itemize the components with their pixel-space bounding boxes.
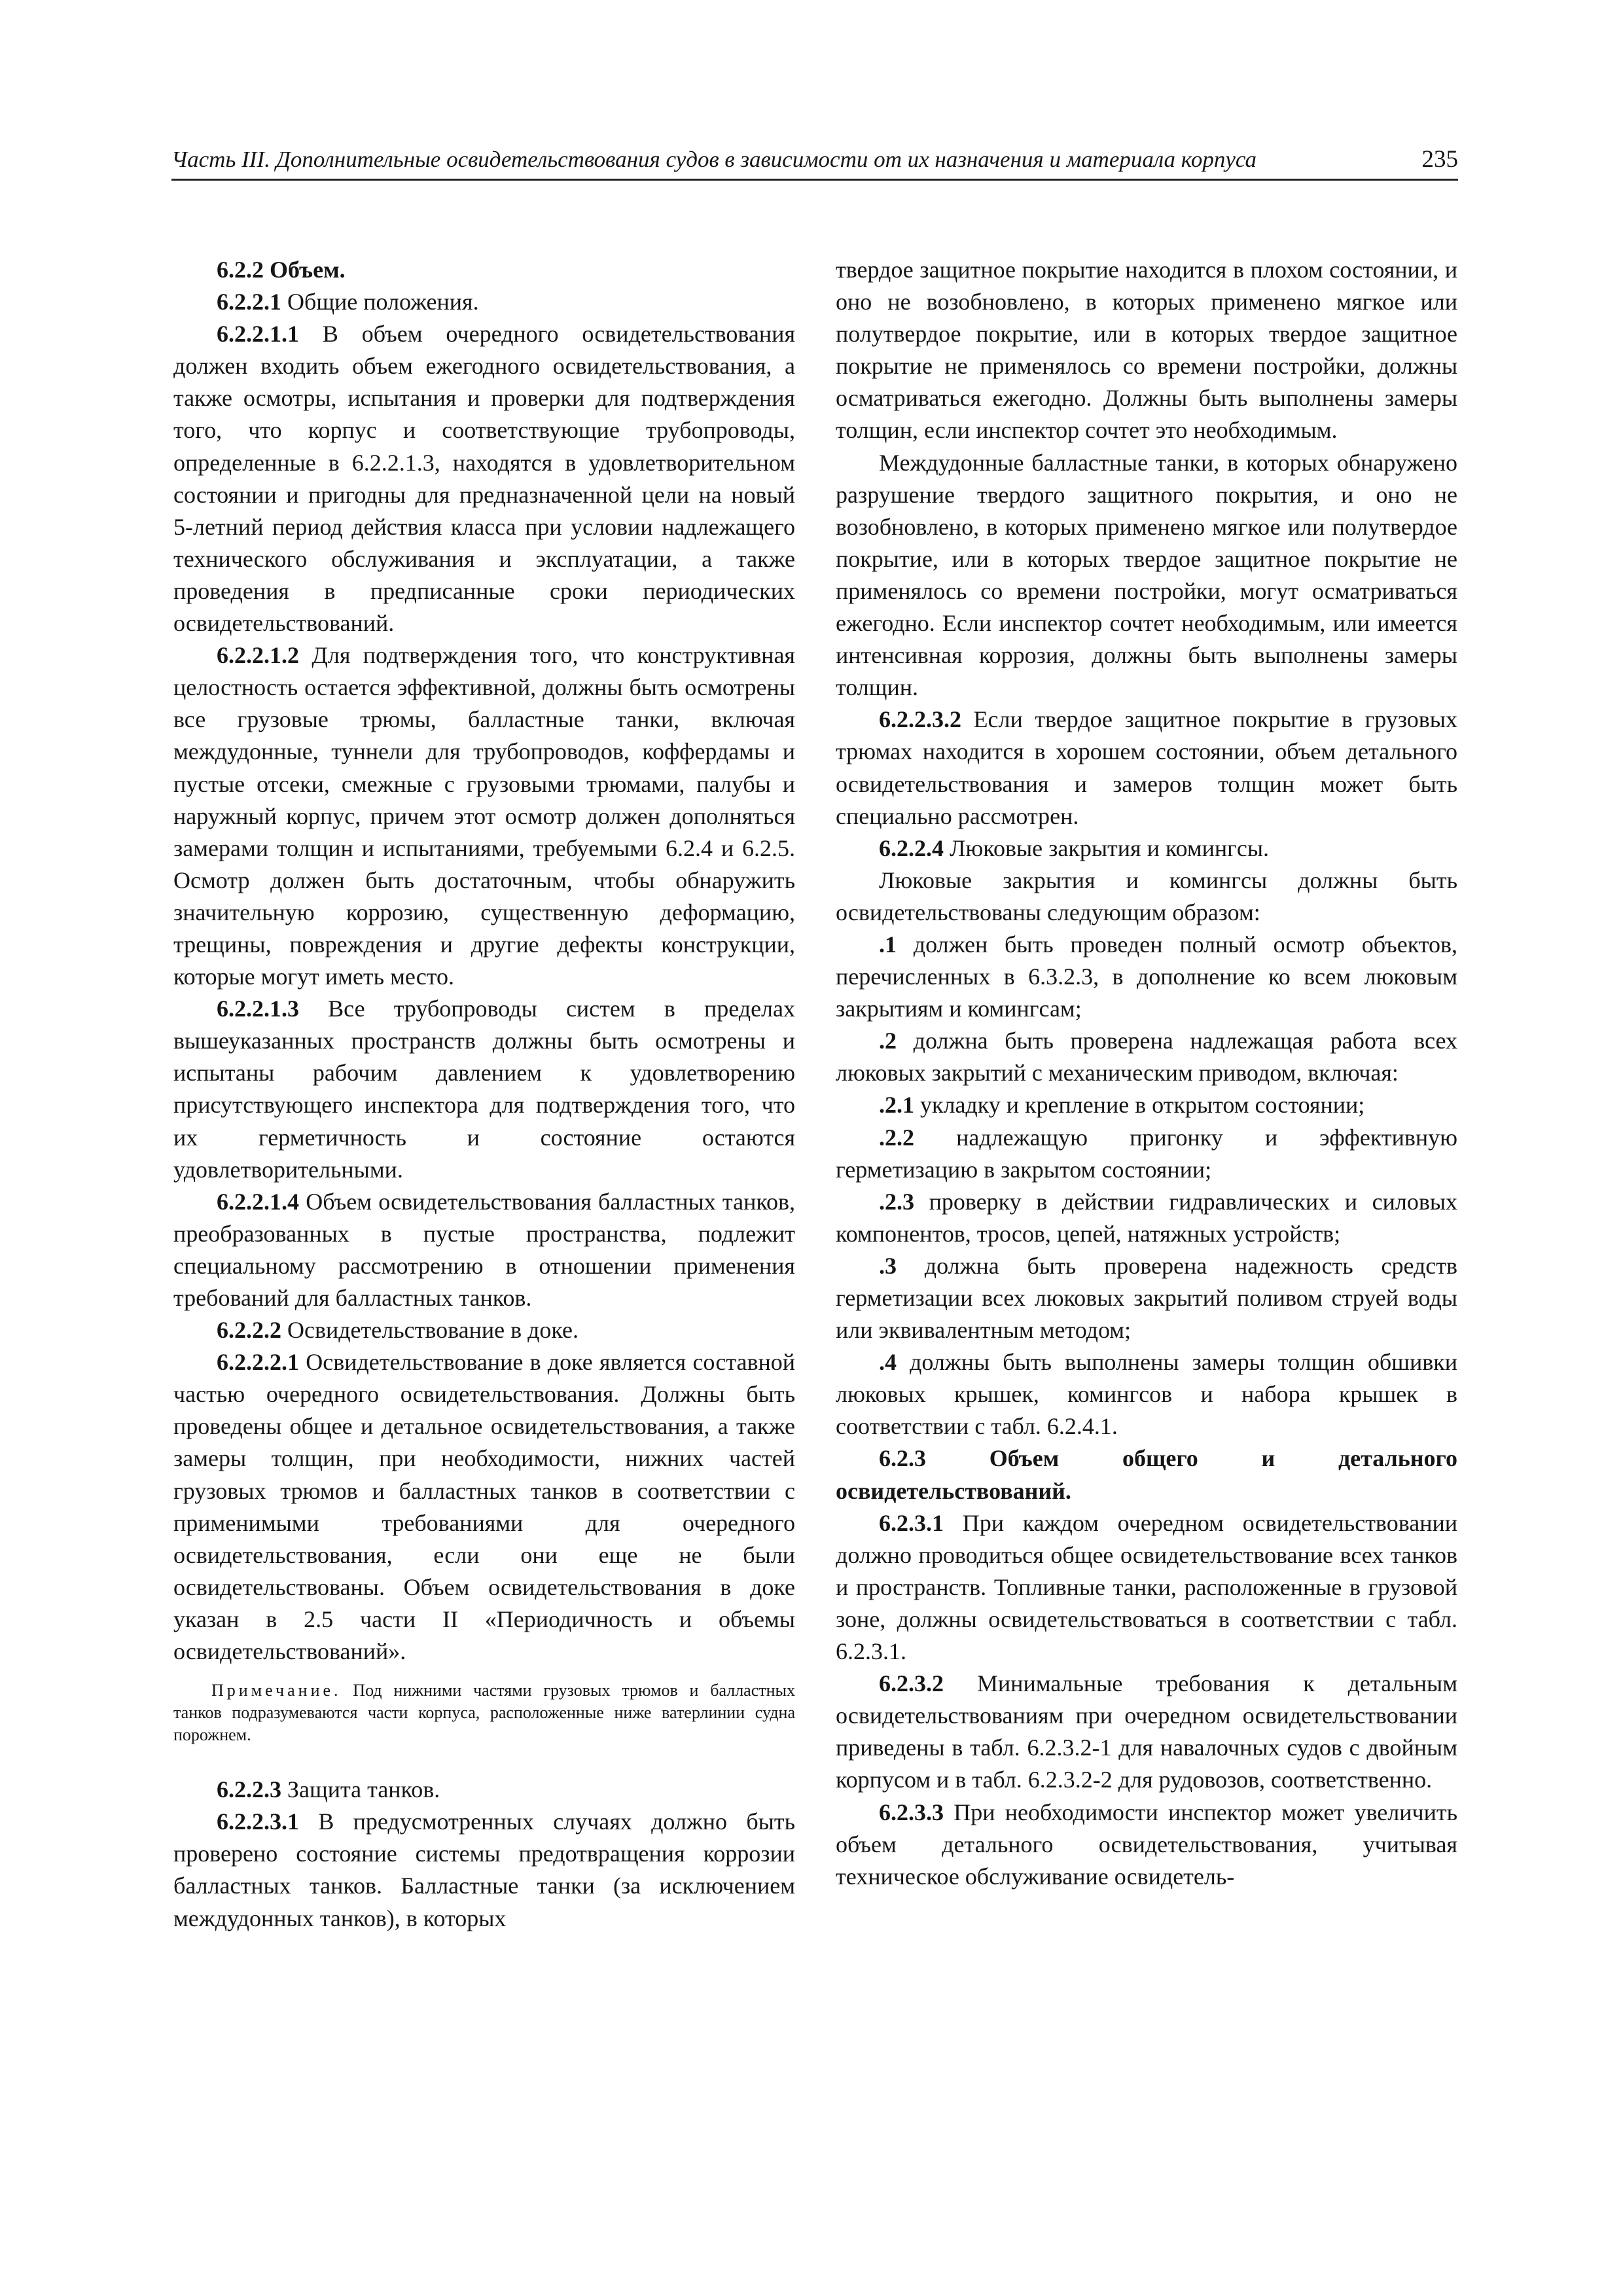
paragraph-6-2-2-4: 6.2.2.4 Люковые закрытия и комингсы. (879, 834, 1270, 861)
paragraph-number: 6.2.2.3 (217, 1776, 281, 1803)
list-item-1: .1 должен быть проведен полный осмотр объектов, перечисленных в 6.3.2.3, в дополнение ко всем люковым закрытиям и комингсам; (836, 931, 1457, 1022)
list-number: .4 (879, 1349, 897, 1376)
paragraph-number: 6.2.2.1 (217, 289, 281, 315)
note-text: Под нижними частями грузовых трюмов и балластных танков подразумеваются части корпуса, расположенные ниже ватерлинии судна порожнем. (173, 1681, 795, 1745)
list-item-2-1: .2.1 укладку и крепление в открытом состоянии; (879, 1092, 1365, 1119)
paragraph-number: 6.2.3 Объем общего и детального освидетельствований. (836, 1445, 1457, 1504)
paragraph-6-2-2-1-1: 6.2.2.1.1 В объем очередного освидетельствования должен входить объем ежегодного освидетельствования, а также осмотры, испытания и проверки для подтверждения того, что корпус и соответствующие трубопроводы, определенные в 6.2.2.1.3, находятся в удовлетворительном состоянии и пригодны для предназначенной цели на новый 5-летний период действия класса при условии надлежащего технического обслуживания и эксплуатации, а также проведения в предписанные сроки периодических освидетельствований. (173, 321, 795, 637)
list-item-3: .3 должна быть проверена надежность средств герметизации всех люковых закрытий поливом струей воды или эквивалентным методом; (836, 1252, 1457, 1344)
list-number: .1 (879, 931, 897, 958)
paragraph-number: 6.2.2.1.2 (217, 642, 299, 669)
list-number: .2.3 (879, 1188, 914, 1215)
paragraph-6-2-3-1: 6.2.3.1 При каждом очередном освидетельствовании должно проводиться общее освидетельствование всех танков и пространств. Топливные танки, расположенные в грузовой зоне, должны освидетельствоваться в соответствии с табл. 6.2.3.1. (836, 1509, 1457, 1665)
paragraph-6-2-2-1-2: 6.2.2.1.2 Для подтверждения того, что конструктивная целостность остается эффективной, должны быть осмотрены все грузовые трюмы, балластные танки, включая междудонные, туннели для трубопроводов, коффердамы и пустые отсеки, смежные с грузовыми трюмами, палубы и наружный корпус, причем этот осмотр должен дополняться замерами толщин и испытаниями, требуемыми 6.2.4 и 6.2.5. Осмотр должен быть достаточным, чтобы обнаружить значительную коррозию, существенную деформацию, трещины, повреждения и другие дефекты конструкции, которые могут иметь место. (173, 642, 795, 990)
list-number: .2 (879, 1028, 897, 1054)
paragraph-6-2-2-2-1: 6.2.2.2.1 Освидетельствование в доке является составной частью очередного освидетельствования. Должны быть проведены общее и детальное освидетельствования, а также замеры толщин, при необходимости, нижних частей грузовых трюмов и балластных танков в соответствии с применимыми требованиями для очередного освидетельствования, если они еще не были освидетельствованы. Объем освидетельствования в доке указан в 2.5 части II «Периодичность и объемы освидетельствований». (173, 1349, 795, 1665)
paragraph-number: 6.2.2.2 (217, 1317, 281, 1344)
note (173, 1679, 795, 1746)
paragraph-6-2-3-3: 6.2.3.3 При необходимости инспектор может увеличить объем детального освидетельствования, учитывая техническое обслуживание освидетель- (836, 1799, 1457, 1890)
paragraph-number: 6.2.2.4 (879, 834, 944, 861)
list-item-2-3: .2.3 проверку в действии гидравлических и силовых компонентов, тросов, цепей, натяжных устройств; (836, 1188, 1457, 1247)
paragraph-number: 6.2.3.2 (879, 1670, 944, 1697)
list-item-2: .2 должна быть проверена надлежащая работа всех люковых закрытий с механическим приводом, включая: (836, 1028, 1457, 1086)
paragraph-6-2-2-1-3: 6.2.2.1.3 Все трубопроводы систем в пределах вышеуказанных пространств должны быть осмотрены и испытаны рабочим давлением к удовлетворению присутствующего инспектора для подтверждения того, что их герметичность и состояние остаются удовлетворительными. (173, 996, 795, 1183)
paragraph-number: 6.2.2.2.1 (217, 1349, 299, 1376)
paragraph-number: 6.2.2.3.1 (217, 1808, 299, 1835)
paragraph-number: 6.2.3.1 (879, 1509, 944, 1536)
list-item-2-2: .2.2 надлежащую пригонку и эффективную герметизацию в закрытом состоянии; (836, 1124, 1457, 1183)
paragraph-hatch-intro: Люковые закрытия и комингсы должны быть освидетельствованы следующим образом: (836, 867, 1457, 925)
left-column (173, 254, 795, 1935)
paragraph-continued: твердое защитное покрытие находится в плохом состоянии, и оно не возобновлено, в которых применено мягкое или полутвердое покрытие, или в которых твердое защитное покрытие не применялось со времени постройки, должны осматриваться ежегодно. Должны быть выполнены замеры толщин, если инспектор сочтет это необходимым. (836, 257, 1457, 444)
paragraph-number: 6.2.2.3.2 (879, 706, 961, 733)
list-item-4: .4 должны быть выполнены замеры толщин обшивки люковых крышек, комингсов и набора крышек в соответствии с табл. 6.2.4.1. (836, 1349, 1457, 1440)
paragraph-6-2-2-1-4: 6.2.2.1.4 Объем освидетельствования балластных танков, преобразованных в пустые пространства, подлежит специальному рассмотрению в отношении применения требований для балластных танков. (173, 1188, 795, 1311)
paragraph-double-bottom-tanks: Междудонные балластные танки, в которых обнаружено разрушение твердого защитного покрытия, и оно не возобновлено, в которых применено мягкое или полутвердое покрытие, или в которых твердое защитное покрытие не применялось со времени постройки, могут осматриваться ежегодно. Если инспектор сочтет необходимым, или имеется интенсивная коррозия, должны быть выполнены замеры толщин. (836, 449, 1457, 701)
list-number: .3 (879, 1252, 897, 1279)
paragraph-6-2-2-3: 6.2.2.3 Защита танков. (217, 1776, 440, 1803)
running-title: Часть III. Дополнительные освидетельствования судов в зависимости от их назначения и материала корпуса (171, 147, 1257, 172)
paragraph-6-2-3-2: 6.2.3.2 Минимальные требования к детальным освидетельствованиям при очередном освидетельствовании приведены в табл. 6.2.3.2-1 для навалочных судов с двойным корпусом и в табл. 6.2.3.2-2 для рудовозов, соответственно. (836, 1670, 1457, 1793)
paragraph-number: 6.2.2 Объем. (217, 257, 346, 283)
list-number: .2.1 (879, 1092, 914, 1119)
paragraph-number: 6.2.2.1.3 (217, 996, 299, 1022)
paragraph-6-2-2-3-2: 6.2.2.3.2 Если твердое защитное покрытие в грузовых трюмах находится в хорошем состоянии, объем детального освидетельствования и замеров толщин может быть специально рассмотрен. (836, 706, 1457, 829)
paragraph-number: 6.2.2.1.4 (217, 1188, 299, 1215)
right-column (836, 254, 1457, 1893)
paragraph-number: 6.2.2.1.1 (217, 321, 299, 348)
section-heading-6-2-2 (173, 254, 795, 286)
paragraph-6-2-2-1: 6.2.2.1 Общие положения. (217, 289, 479, 315)
paragraph-6-2-2-3-1: 6.2.2.3.1 В предусмотренных случаях должно быть проверено состояние системы предотвращения коррозии балластных танков. Балластные танки (за исключением междудонных танков), в которых (173, 1808, 795, 1931)
paragraph-number: 6.2.3.3 (879, 1799, 944, 1825)
page-number: 235 (1421, 146, 1458, 173)
list-number: .2.2 (879, 1124, 914, 1151)
running-header (171, 141, 1458, 181)
note-label: Примечание. (211, 1681, 342, 1700)
section-heading-6-2-3 (836, 1443, 1457, 1507)
paragraph-6-2-2-2: 6.2.2.2 Освидетельствование в доке. (217, 1317, 579, 1344)
